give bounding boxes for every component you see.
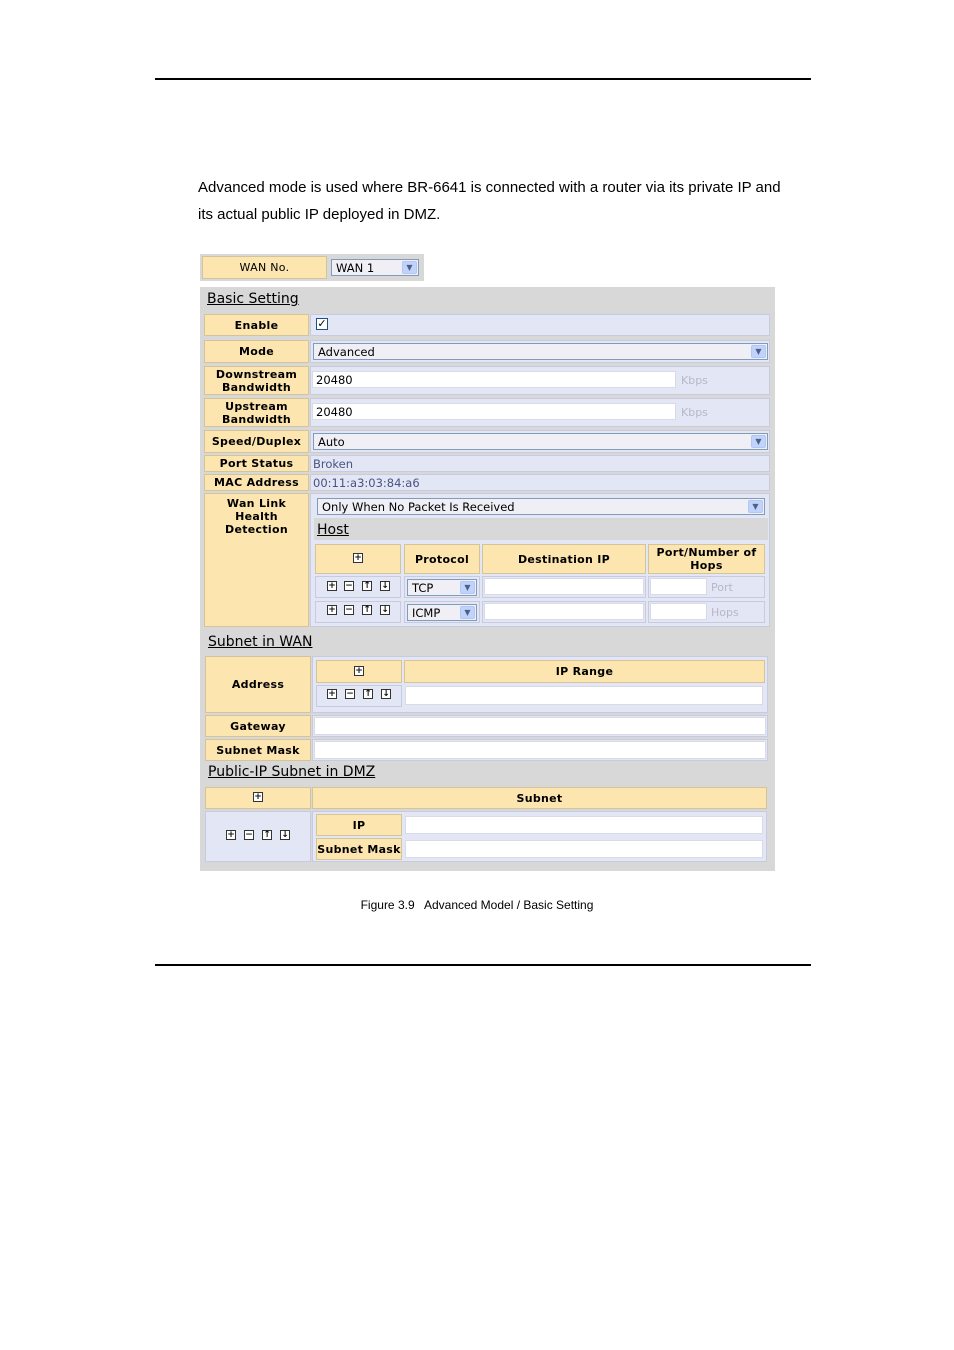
wan-select[interactable] [331, 259, 419, 276]
minus-icon[interactable]: − [245, 830, 253, 840]
gateway-label: Gateway [205, 715, 311, 737]
plus-icon[interactable]: + [355, 666, 363, 676]
health-detection-value: Only When No Packet Is Received [322, 500, 515, 514]
mode-select[interactable] [313, 343, 768, 360]
plus-icon[interactable]: + [328, 605, 336, 615]
section-subnet-in-wan: Subnet in WAN [208, 634, 313, 650]
host-protocol-header: Protocol [404, 544, 480, 574]
figure-caption: Figure 3.9 Advanced Model / Basic Setting [360, 898, 594, 912]
section-host: Host [317, 522, 349, 538]
arrow-up-icon[interactable]: ↑ [363, 581, 371, 591]
host-row-2-protocol: ICMP [412, 606, 441, 620]
ip-range-header: IP Range [404, 660, 765, 683]
mode-label: Mode [204, 340, 309, 363]
downstream-label: Downstream Bandwidth [204, 366, 309, 395]
dmz-subnet-mask-input[interactable] [405, 840, 763, 858]
host-row-2-hops-input[interactable] [650, 603, 707, 620]
downstream-unit: Kbps [681, 374, 708, 387]
dmz-subnet-mask-label: Subnet Mask [316, 838, 402, 860]
plus-icon[interactable]: + [328, 689, 336, 699]
port-status-label: Port Status [204, 455, 309, 472]
address-label: Address [205, 656, 311, 713]
speed-duplex-select[interactable] [313, 433, 768, 450]
chevron-down-icon: ▼ [460, 581, 475, 594]
enable-cell [310, 314, 770, 336]
intro-paragraph: Advanced mode is used where BR-6641 is connected with a router via its private IP and its actual public IP deployed in DMZ. [198, 179, 781, 223]
top-rule [155, 78, 811, 80]
chevron-down-icon: ▼ [460, 606, 475, 619]
port-status-cell [310, 455, 770, 472]
host-row-1-port-input[interactable] [650, 578, 707, 595]
upstream-label: Upstream Bandwidth [204, 398, 309, 427]
ip-range-input[interactable] [405, 686, 763, 705]
speed-duplex-value: Auto [318, 435, 345, 449]
chevron-down-icon: ▼ [751, 435, 766, 448]
host-row-1-protocol: TCP [412, 581, 434, 595]
downstream-value: 20480 [316, 373, 353, 387]
arrow-down-icon[interactable]: ↓ [381, 581, 389, 591]
host-row-2-protocol-select[interactable] [407, 604, 477, 621]
host-row-2-hops-unit: Hops [711, 606, 739, 619]
dmz-subnet-header: Subnet [312, 787, 767, 809]
arrow-up-icon[interactable]: ↑ [263, 830, 271, 840]
bottom-rule [155, 964, 811, 966]
wan-subnet-mask-label: Subnet Mask [205, 739, 311, 761]
host-row-1-port-unit: Port [711, 581, 733, 594]
plus-icon[interactable]: + [227, 830, 235, 840]
upstream-input[interactable] [312, 403, 676, 420]
minus-icon[interactable]: − [345, 605, 353, 615]
plus-icon[interactable]: + [354, 553, 362, 563]
plus-icon[interactable]: + [254, 792, 262, 802]
health-detection-label: Wan Link Health Detection [204, 493, 309, 627]
minus-icon[interactable]: − [346, 689, 354, 699]
arrow-down-icon[interactable]: ↓ [281, 830, 289, 840]
dmz-ip-label: IP [316, 814, 402, 836]
wan-select-value: WAN 1 [336, 261, 375, 275]
arrow-down-icon[interactable]: ↓ [381, 605, 389, 615]
dmz-ip-input[interactable] [405, 816, 763, 834]
downstream-input[interactable] [312, 371, 676, 388]
mac-address-label: MAC Address [204, 474, 309, 491]
dmz-row-actions [205, 811, 311, 862]
wan-label: WAN No. [202, 256, 327, 279]
wan-subnet-mask-input[interactable] [314, 741, 766, 759]
upstream-unit: Kbps [681, 406, 708, 419]
upstream-value: 20480 [316, 405, 353, 419]
enable-checkbox[interactable]: ✓ [317, 317, 327, 330]
chevron-down-icon: ▼ [748, 500, 763, 513]
mac-address-value: 00:11:a3:03:84:a6 [313, 476, 420, 490]
minus-icon[interactable]: − [345, 581, 353, 591]
arrow-down-icon[interactable]: ↓ [382, 689, 390, 699]
gateway-input[interactable] [314, 717, 766, 735]
host-row-1-destination-input[interactable] [484, 578, 644, 595]
health-detection-select[interactable] [317, 498, 765, 515]
port-status-value: Broken [313, 457, 354, 471]
mode-select-value: Advanced [318, 345, 375, 359]
host-header-bar [314, 518, 768, 540]
chevron-down-icon: ▼ [402, 261, 417, 274]
chevron-down-icon: ▼ [751, 345, 766, 358]
enable-label: Enable [204, 314, 309, 336]
host-port-header: Port/Number of Hops [648, 544, 765, 574]
arrow-up-icon[interactable]: ↑ [364, 689, 372, 699]
plus-icon[interactable]: + [328, 581, 336, 591]
section-public-ip-subnet-dmz: Public-IP Subnet in DMZ [208, 764, 376, 780]
host-destination-header: Destination IP [482, 544, 646, 574]
host-row-2-destination-input[interactable] [484, 603, 644, 620]
host-row-1-protocol-select[interactable] [407, 579, 477, 596]
arrow-up-icon[interactable]: ↑ [363, 605, 371, 615]
section-basic-setting: Basic Setting [207, 291, 299, 307]
speed-duplex-label: Speed/Duplex [204, 430, 309, 453]
